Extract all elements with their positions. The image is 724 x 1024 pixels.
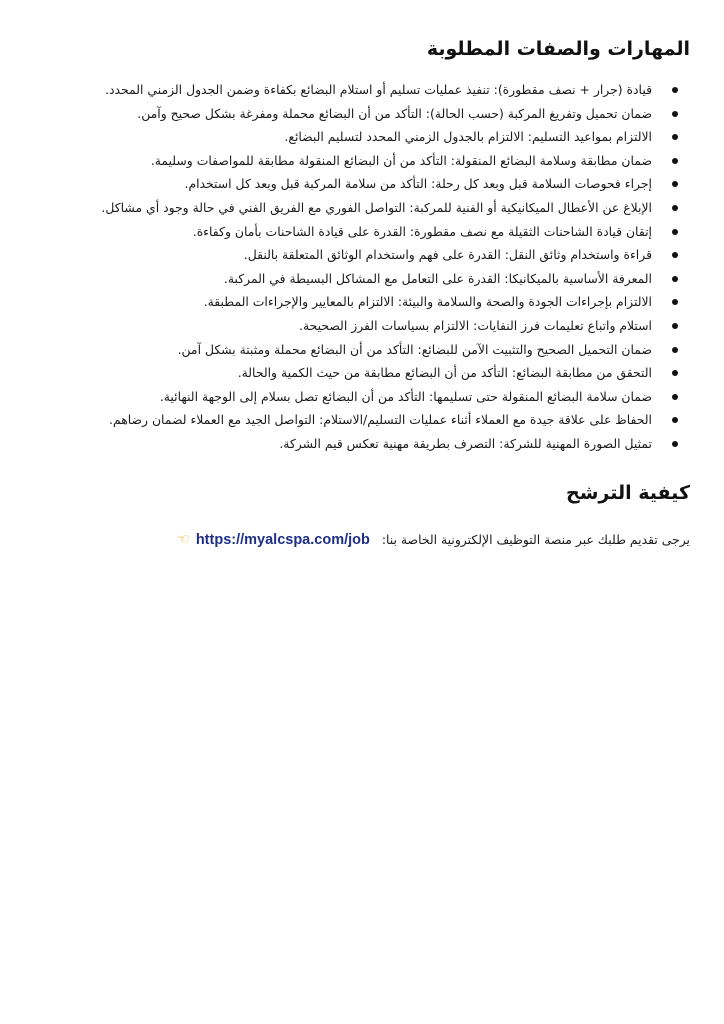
bullet-icon [672, 252, 678, 258]
list-item-text: استلام واتباع تعليمات فرز النفايات: الالتزام بسياسات الفرز الصحيحة. [299, 317, 652, 333]
list-item-text: إتقان قيادة الشاحنات الثقيلة مع نصف مقطورة: القدرة على قيادة الشاحنات بأمان وكفاءة. [192, 223, 652, 239]
list-item [34, 314, 690, 338]
list-item [34, 149, 690, 173]
bullet-icon [672, 299, 678, 305]
bullet-icon [672, 229, 678, 235]
list-item [34, 385, 690, 409]
list-item [34, 338, 690, 362]
bullet-icon [672, 87, 678, 93]
list-item [34, 267, 690, 291]
list-item [34, 196, 690, 220]
apply-text: يرجى تقديم طلبك عبر منصة التوظيف الإلكترونية الخاصة بنا: [381, 531, 690, 547]
list-item [34, 290, 690, 314]
list-item-text: قراءة واستخدام وثائق النقل: القدرة على فهم واستخدام الوثائق المتعلقة بالنقل. [243, 247, 652, 263]
bullet-icon [672, 370, 678, 376]
list-item-text: الالتزام بإجراءات الجودة والصحة والسلامة والبيئة: الالتزام بالمعايير والإجراءات المطبقة. [203, 294, 652, 310]
apply-section-title: كيفية الترشح [566, 481, 690, 504]
list-item [34, 220, 690, 244]
list-item-text: إجراء فحوصات السلامة قبل وبعد كل رحلة: التأكد من سلامة المركبة قبل وبعد كل استخدام. [184, 176, 652, 192]
bullet-icon [672, 417, 678, 423]
bullet-icon [672, 205, 678, 211]
list-item [34, 78, 690, 102]
bullet-icon [672, 111, 678, 117]
skills-section-title: المهارات والصفات المطلوبة [426, 38, 690, 60]
list-item [34, 102, 690, 126]
apply-instructions [34, 528, 690, 551]
list-item [34, 243, 690, 267]
bullet-icon [672, 441, 678, 447]
list-item-text: الحفاظ على علاقة جيدة مع العملاء أثناء عمليات التسليم/الاستلام: التواصل الجيد مع العملاء لضمان رضاهم. [109, 412, 652, 428]
list-item-text: ضمان مطابقة وسلامة البضائع المنقولة: التأكد من أن البضائع المنقولة مطابقة للمواصفات وسليمة. [150, 152, 652, 168]
list-item [34, 172, 690, 196]
list-item [34, 408, 690, 432]
list-item-text: ضمان سلامة البضائع المنقولة حتى تسليمها: التأكد من أن البضائع تصل بسلام إلى الوجهة النهائية. [159, 388, 652, 404]
bullet-icon [672, 181, 678, 187]
bullet-icon [672, 134, 678, 140]
list-item-text: المعرفة الأساسية بالميكانيكا: القدرة على التعامل مع المشاكل البسيطة في المركبة. [223, 270, 652, 286]
list-item [34, 361, 690, 385]
list-item-text: الإبلاغ عن الأعطال الميكانيكية أو الفنية للمركبة: التواصل الفوري مع الفريق الفني في حالة وجود أي مشاكل. [101, 199, 652, 215]
bullet-icon [672, 347, 678, 353]
list-item [34, 432, 690, 456]
list-item-text: الالتزام بمواعيد التسليم: الالتزام بالجدول الزمني المحدد لتسليم البضائع. [284, 129, 652, 145]
pointing-hand-icon: ☜ [176, 529, 190, 548]
bullet-icon [672, 394, 678, 400]
skills-list [34, 78, 690, 456]
list-item-text: تمثيل الصورة المهنية للشركة: التصرف بطريقة مهنية تعكس قيم الشركة. [279, 435, 652, 451]
job-portal-link[interactable]: https://myalcspa.com/job [195, 531, 370, 548]
bullet-icon [672, 158, 678, 164]
list-item-text: ضمان تحميل وتفريغ المركبة (حسب الحالة): التأكد من أن البضائع محملة ومفرغة بشكل صحيح وآمن. [137, 105, 652, 121]
list-item-text: قيادة (جرار + نصف مقطورة): تنفيذ عمليات تسليم أو استلام البضائع بكفاءة وضمن الجدول الزمني المحدد. [105, 82, 652, 97]
bullet-icon [672, 323, 678, 329]
list-item [34, 125, 690, 149]
list-item-text: التحقق من مطابقة البضائع: التأكد من أن البضائع مطابقة من حيث الكمية والحالة. [237, 365, 652, 381]
list-item-text: ضمان التحميل الصحيح والتثبيت الآمن للبضائع: التأكد من أن البضائع محملة ومثبتة بشكل آمن. [177, 341, 652, 357]
bullet-icon [672, 276, 678, 282]
